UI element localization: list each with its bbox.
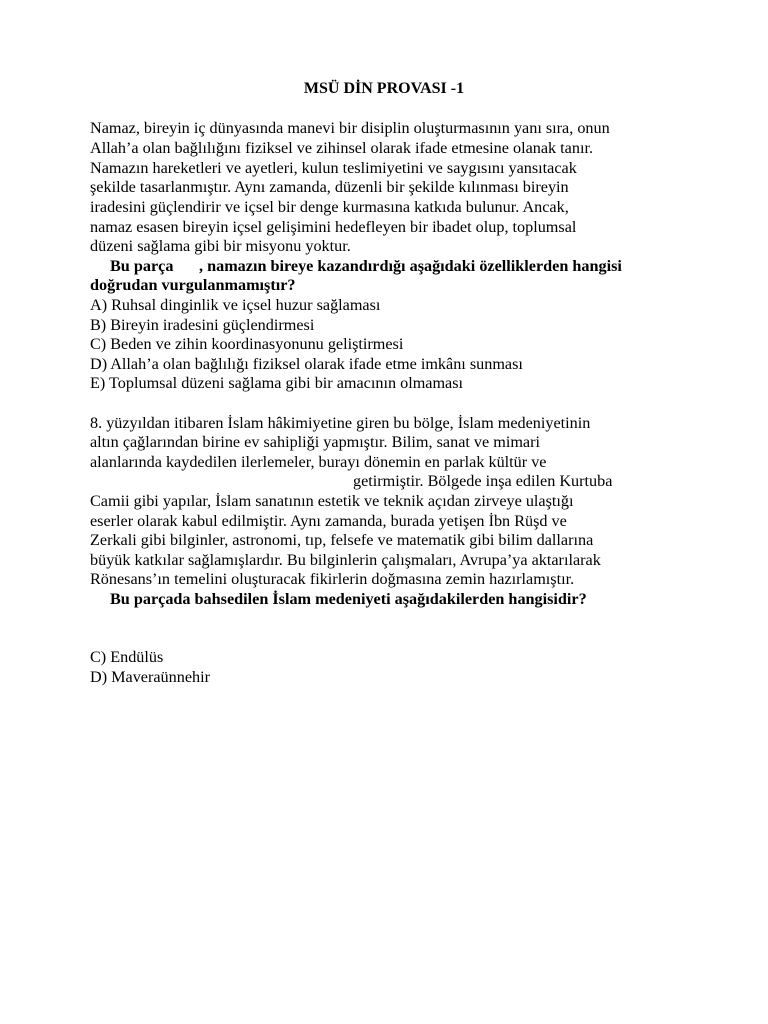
q1-stem-line-2: doğrudan vurgulanmamıştır? bbox=[90, 276, 296, 294]
q1-passage-line-1: Namaz, bireyin iç dünyasında manevi bir disiplin oluşturmasının yanı sıra, onun bbox=[90, 119, 610, 137]
q1-passage-line-7: düzeni sağlama gibi bir misyonu yoktur. bbox=[90, 237, 351, 255]
q1-passage-line-3: Namazın hareketleri ve ayetleri, kulun teslimiyetini ve saygısını yansıtacak bbox=[90, 159, 577, 177]
q1-passage-line-4: şekilde tasarlanmıştır. Aynı zamanda, düzenli bir şekilde kılınması bireyin bbox=[90, 178, 569, 196]
q1-passage-line-6: namaz esasen bireyin içsel gelişimini hedefleyen bir ibadet olup, toplumsal bbox=[90, 218, 577, 236]
q1-stem-part-2: , namazın bireye kazandırdığı aşağıdaki özelliklerden hangisi bbox=[199, 257, 622, 275]
q2-passage-line-2: altın çağlarından birine ev sahipliği yapmıştır. Bilim, sanat ve mimari bbox=[90, 433, 541, 451]
q2-passage-line-7: Zerkali gibi bilginler, astronomi, tıp, felsefe ve matematik gibi bilim dallarına bbox=[90, 531, 594, 549]
q2-passage-line-1: 8. yüzyıldan itibaren İslam hâkimiyetine giren bu bölge, İslam medeniyetinin bbox=[90, 414, 591, 432]
q2-passage-line-8: büyük katkılar sağlamışlardır. Bu bilginlerin çalışmaları, Avrupa’ya aktarılarak bbox=[90, 551, 601, 569]
q2-passage-line-9: Rönesans’ın temelini oluşturacak fikirlerin doğmasına zemin hazırlamıştır. bbox=[90, 570, 575, 588]
q1-passage-line-5: iradesini güçlendirir ve içsel bir denge kurmasına katkıda bulunur. Ancak, bbox=[90, 198, 569, 216]
q2-option-d: D) Maveraünnehir bbox=[90, 668, 211, 686]
q2-passage-line-3: alanlarında kaydedilen ilerlemeler, burayı dönemin en parlak kültür ve bbox=[90, 453, 547, 471]
q1-passage-line-2: Allah’a olan bağlılığını fiziksel ve zihinsel olarak ifade etmesine olanak tanır. bbox=[90, 139, 593, 157]
q2-passage-line-4: getirmiştir. Bölgede inşa edilen Kurtuba bbox=[353, 472, 613, 490]
q2-passage-line-5: Camii gibi yapılar, İslam sanatının estetik ve teknik açıdan zirveye ulaştığı bbox=[90, 492, 574, 510]
q2-stem: Bu parçada bahsedilen İslam medeniyeti aşağıdakilerden hangisidir? bbox=[110, 590, 587, 608]
q1-option-b: B) Bireyin iradesini güçlendirmesi bbox=[90, 316, 315, 334]
q1-option-c: C) Beden ve zihin koordinasyonunu geliştirmesi bbox=[90, 335, 404, 353]
q1-stem-part-1: Bu parça bbox=[110, 257, 174, 275]
q2-option-c: C) Endülüs bbox=[90, 648, 164, 666]
q1-option-d: D) Allah’a olan bağlılığı fiziksel olarak ifade etme imkânı sunması bbox=[90, 355, 523, 373]
q1-option-e: E) Toplumsal düzeni sağlama gibi bir amacının olmaması bbox=[90, 374, 464, 392]
q2-passage-line-6: eserler olarak kabul edilmiştir. Aynı zamanda, burada yetişen İbn Rüşd ve bbox=[90, 512, 567, 530]
q1-option-a: A) Ruhsal dinginlik ve içsel huzur sağlaması bbox=[90, 296, 381, 314]
document-title: MSÜ DİN PROVASI -1 bbox=[303, 80, 465, 97]
